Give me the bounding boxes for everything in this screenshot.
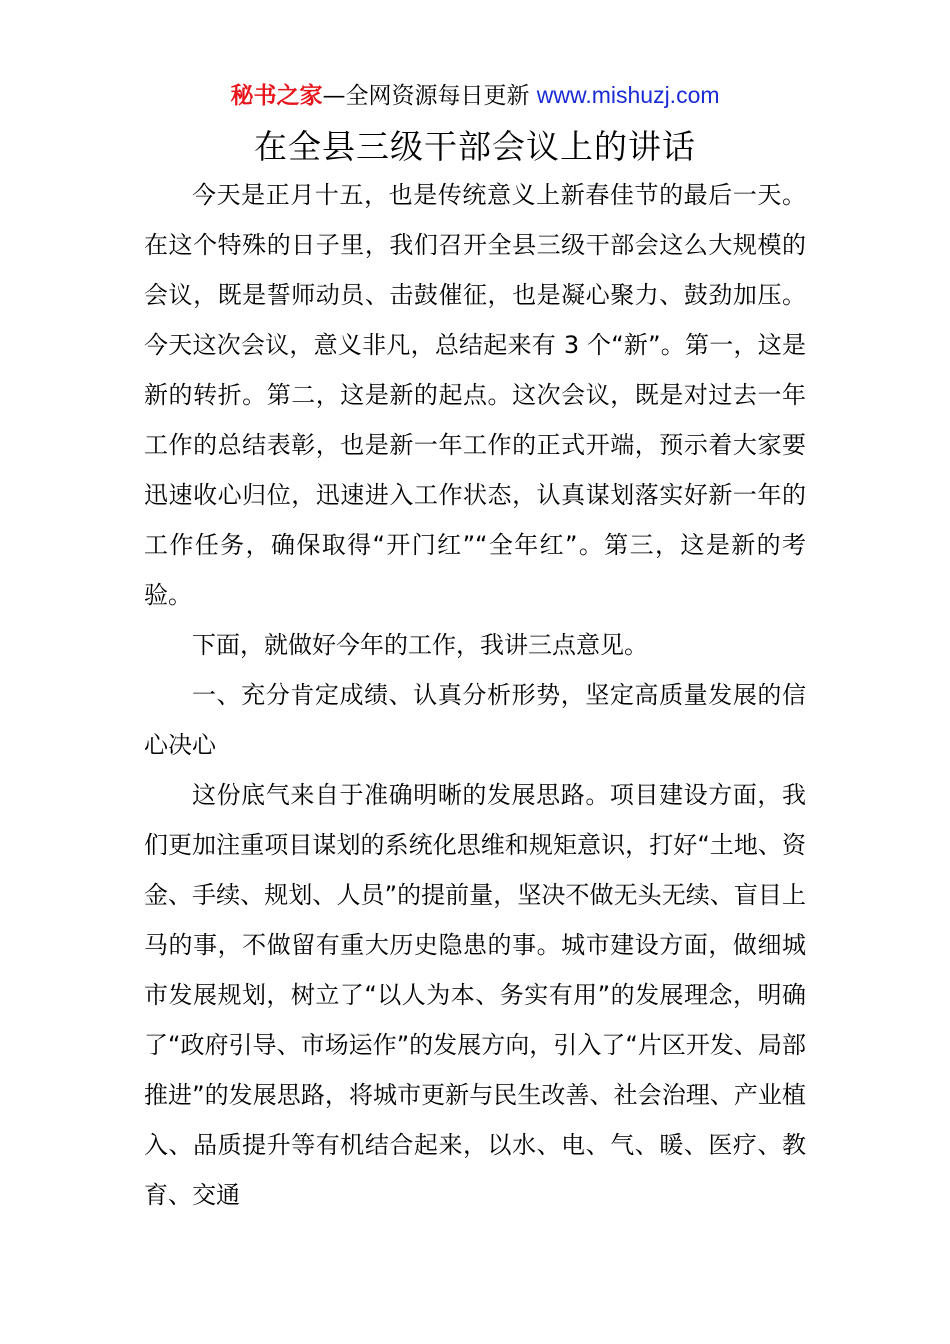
site-slogan: —全网资源每日更新 <box>322 83 537 109</box>
section-heading-1: 一、充分肯定成绩、认真分析形势，坚定高质量发展的信心决心 <box>144 681 806 759</box>
paragraph-intro: 下面，就做好今年的工作，我讲三点意见。 <box>192 631 648 659</box>
paragraph-section-1: 这份底气来自于准确明晰的发展思路。项目建设方面，我们更加注重项目谋划的系统化思维和规矩意识，打好“土地、资金、手续、规划、人员”的提前量，坚决不做无头无续、盲目上马的事，不做留有重大历史隐患的事。城市建设方面，做细城市发展规划，树立了“以人为本、务实有用”的发展理念，明确了“政府引导、市场运作”的发展方向，引入了“片区开发、局部推进”的发展思路，将城市更新与民生改善、社会治理、产业植入、品质提升等有机结合起来，以水、电、气、暖、医疗、教育、交通 <box>144 781 806 1209</box>
document-title: 在全县三级干部会议上的讲话 <box>254 127 696 166</box>
site-brand: 秘书之家 <box>230 83 323 109</box>
site-url-link[interactable]: www.mishuzj.com <box>536 82 720 108</box>
paragraph-opening: 今天是正月十五，也是传统意义上新春佳节的最后一天。在这个特殊的日子里，我们召开全县三级干部会这么大规模的会议，既是誓师动员、击鼓催征，也是凝心聚力、鼓劲加压。今天这次会议，意义非凡，总结起来有 3 个“新”。第一，这是新的转折。第二，这是新的起点。这次会议，既是对过去一年工作的总结表彰，也是新一年工作的正式开端，预示着大家要迅速收心归位，迅速进入工作状态，认真谋划落实好新一年的工作任务，确保取得“开门红”“全年红”。第三，这是新的考验。 <box>144 181 806 609</box>
document-body <box>144 170 806 1220</box>
site-header <box>0 78 950 113</box>
